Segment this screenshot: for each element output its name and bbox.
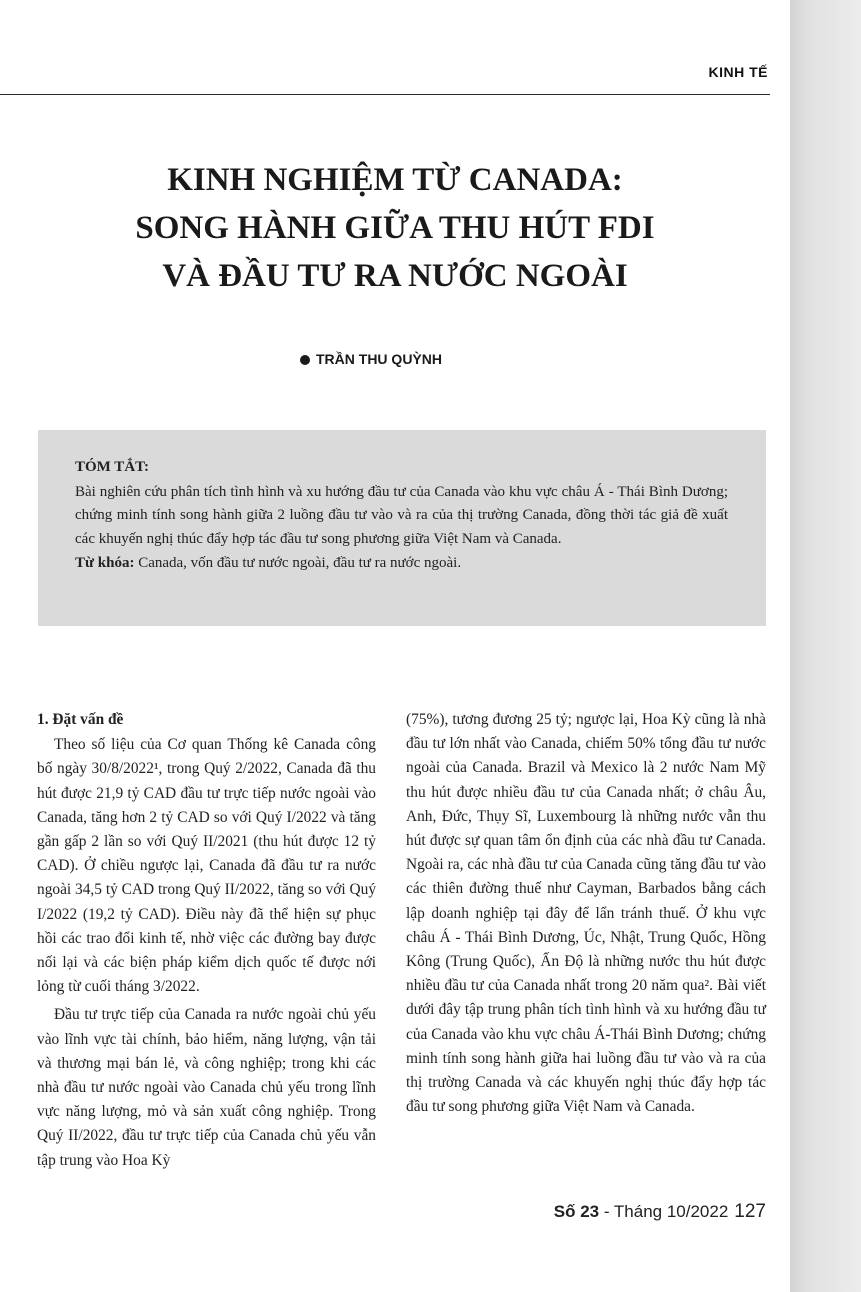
- paragraph: (75%), tương đương 25 tỷ; ngược lại, Hoa Kỳ cũng là nhà đầu tư lớn nhất vào Canada, chiếm 50% tổng đầu tư nước ngoài của Canada. Brazil và Mexico là 2 nước Nam Mỹ thu hút được nhiều đầu tư của Canada nhất; ở châu Âu, Anh, Đức, Thụy Sĩ, Luxembourg là những nước vẫn thu hút được sự quan tâm ổn định của các nhà đầu tư Canada. Ngoài ra, các nhà đầu tư của Canada cũng tăng đầu tư vào các thiên đường thuế như Cayman, Barbados bằng cách lập doanh nghiệp tại đây để lẩn tránh thuế. Ở khu vực châu Á - Thái Bình Dương, Úc, Nhật, Trung Quốc, Hồng Kông (Trung Quốc), Ấn Độ là những nước thu hút được nhiều đầu tư của Canada nhất trong 20 năm qua². Bài viết dưới đây tập trung phân tích tình hình và xu hướng đầu tư của Canada vào khu vực châu Á-Thái Bình Dương; chứng minh tính song hành giữa hai luồng đầu tư vào và ra của thị trường Canada và các khuyến nghị thúc đẩy hợp tác đầu tư song phương giữa Việt Nam và Canada.: [406, 711, 766, 1116]
- keywords-text: Canada, vốn đầu tư nước ngoài, đầu tư ra nước ngoài.: [134, 555, 462, 571]
- issue-date: - Tháng 10/2022: [599, 1202, 729, 1221]
- author-byline: [300, 351, 500, 367]
- section-heading: 1. Đặt vấn đề: [37, 711, 124, 728]
- page-edge-shadow: [790, 0, 861, 1292]
- paragraph: Đầu tư trực tiếp của Canada ra nước ngoài chủ yếu vào lĩnh vực tài chính, bảo hiểm, năng lượng, vận tải và thương mại bán lẻ, và công nghiệp; trong khi các nhà đầu tư nước ngoài vào Canada chủ yếu trong lĩnh vực năng lượng, mỏ và sản xuất công nghiệp. Trong Quý II/2022, đầu tư trực tiếp của Canada chủ yếu vẫn tập trung vào Hoa Kỳ: [37, 1006, 376, 1169]
- title-line: SONG HÀNH GIỮA THU HÚT FDI: [135, 210, 655, 246]
- issue-label: Số 23: [553, 1202, 600, 1221]
- paragraph: Theo số liệu của Cơ quan Thống kê Canada công bố ngày 30/8/2022¹, trong Quý 2/2022, Canada đã thu hút được 21,9 tỷ CAD đầu tư trực tiếp nước ngoài vào Canada, tăng hơn 2 tỷ CAD so với Quý I/2022 và tăng gần gấp 2 lần so với Quý II/2021 (thu hút được 12 tỷ CAD). Ở chiều ngược lại, Canada đã đầu tư ra nước ngoài 34,5 tỷ CAD trong Quý II/2022, tăng so với Quý I/2022 (19,2 tỷ CAD). Điều này đã thể hiện sự phục hồi các trao đổi kinh tế, nhờ việc các đường bay được nối lại và các biện pháp kiểm dịch quốc tế được nới lỏng từ cuối tháng 3/2022.: [37, 736, 377, 996]
- section-label: KINH TẾ: [708, 64, 768, 80]
- left-column: [37, 708, 376, 1173]
- header-rule: [0, 94, 770, 95]
- title-line: KINH NGHIỆM TỪ CANADA:: [167, 162, 623, 198]
- keywords: [75, 552, 728, 576]
- right-column: [406, 708, 766, 1119]
- summary-body: Bài nghiên cứu phân tích tình hình và xu hướng đầu tư của Canada vào khu vực châu Á - Thái Bình Dương; chứng minh tính song hành giữa 2 luồng đầu tư vào và ra của thị trường Canada, đồng thời tác giả đề xuất các khuyến nghị thúc đẩy hợp tác đầu tư song phương giữa Việt Nam và Canada.: [75, 483, 728, 547]
- keywords-label: Từ khóa:: [75, 555, 135, 571]
- title-line: VÀ ĐẦU TƯ RA NƯỚC NGOÀI: [162, 258, 628, 294]
- summary-heading: TÓM TẮT:: [75, 459, 150, 475]
- summary-box: [38, 430, 766, 626]
- bullet-icon: [300, 355, 310, 365]
- page-footer: [460, 1201, 766, 1223]
- author-name: TRẦN THU QUỲNH: [316, 351, 442, 367]
- article-title: [0, 156, 790, 300]
- page-number: 127: [734, 1201, 766, 1222]
